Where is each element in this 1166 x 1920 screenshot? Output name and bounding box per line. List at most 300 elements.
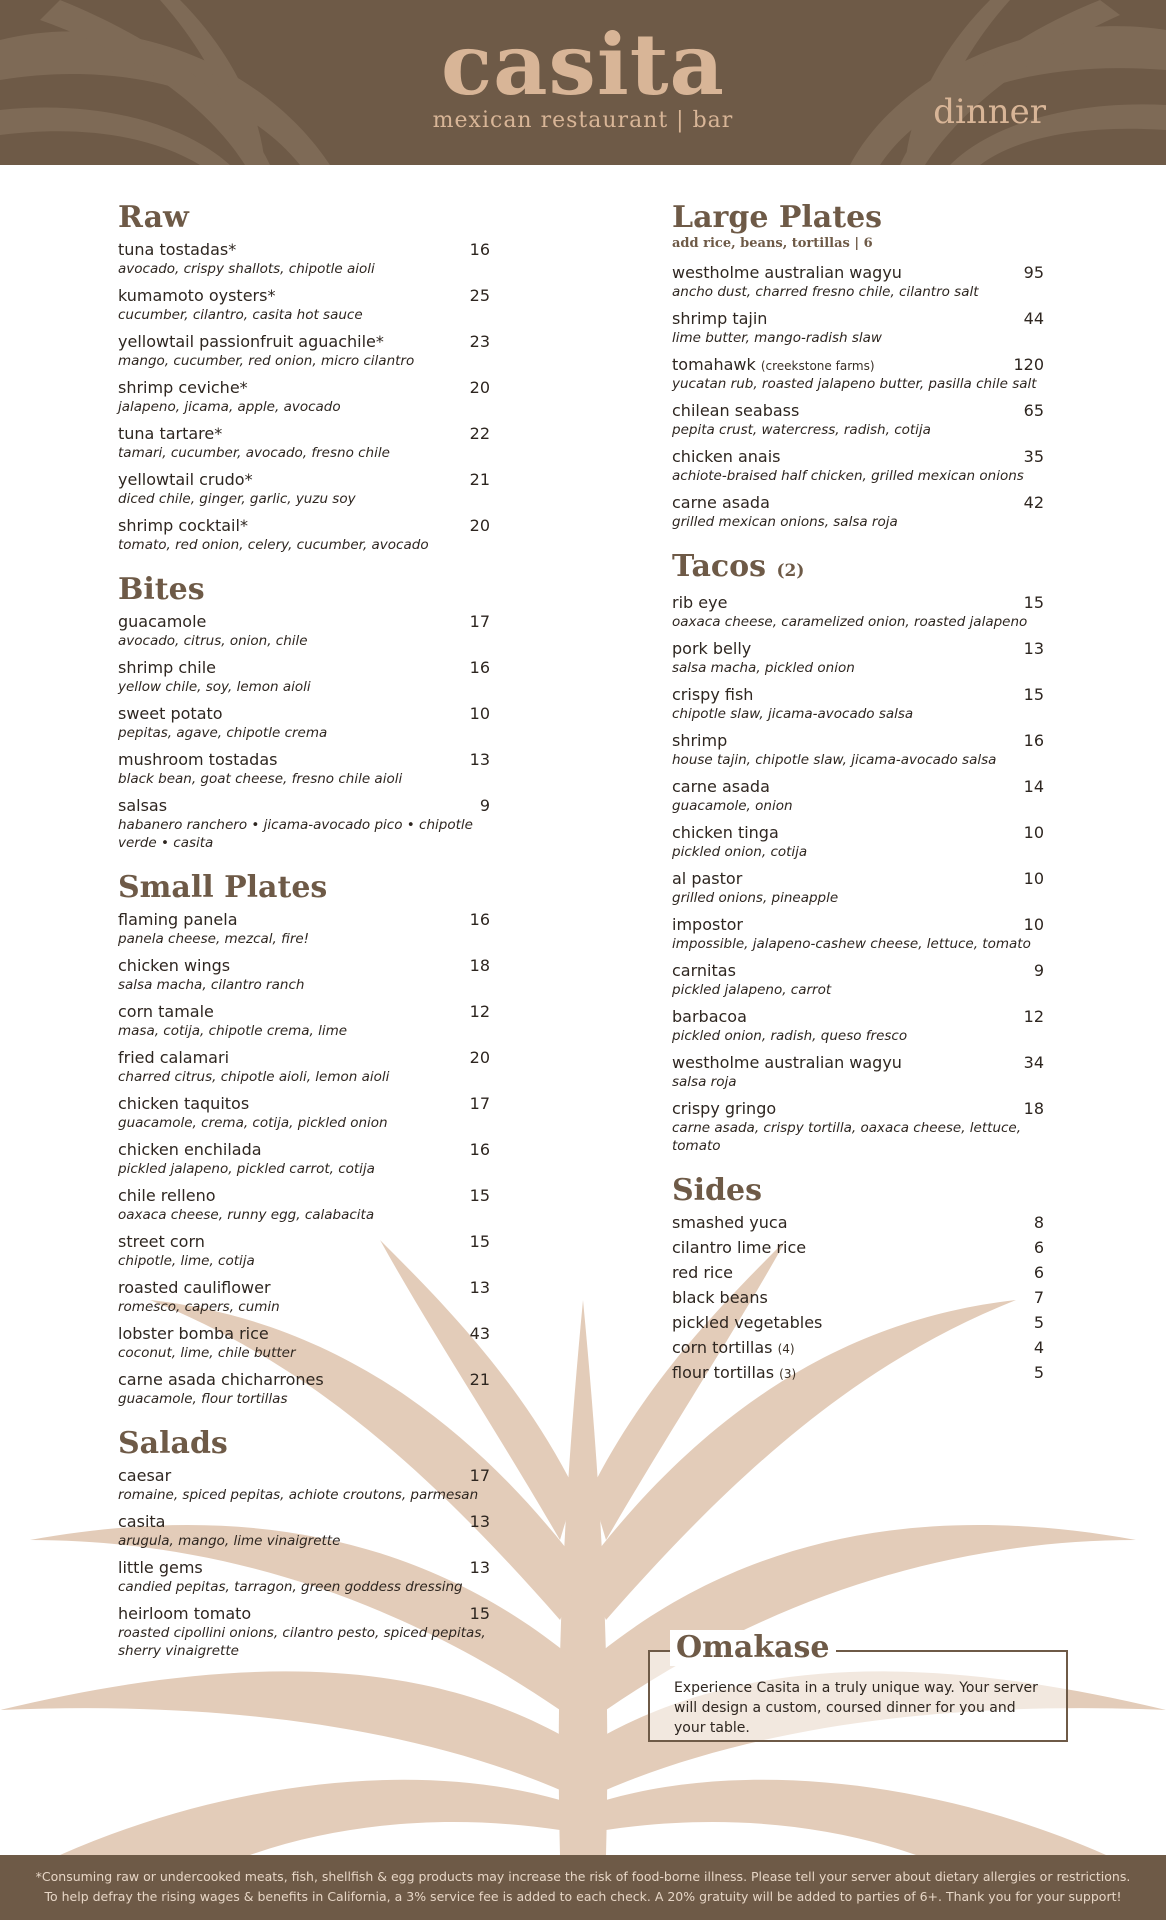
- section-sides: [672, 1173, 1044, 1383]
- menu-item-price: 15: [469, 1604, 490, 1623]
- menu-item-description: impossible, jalapeno-cashew cheese, lettuce, tomato: [672, 936, 1031, 952]
- menu-item-price: 18: [469, 956, 490, 975]
- menu-item-price: 35: [1023, 447, 1044, 466]
- menu-item-heading: [118, 750, 277, 770]
- menu-item: [672, 309, 1044, 347]
- menu-item-price: 13: [469, 1512, 490, 1531]
- menu-item-heading: [672, 915, 743, 935]
- menu-item: [118, 470, 490, 508]
- menu-item-heading: [118, 1604, 251, 1624]
- menu-item-name: black beans: [672, 1288, 768, 1307]
- menu-item-name: barbacoa: [672, 1007, 747, 1026]
- menu-item-name: red rice: [672, 1263, 733, 1282]
- menu-item-heading: [672, 685, 753, 705]
- menu-item-price: 18: [1023, 1099, 1044, 1118]
- menu-item-row: [118, 1140, 490, 1160]
- menu-item-name: crispy fish: [672, 685, 754, 704]
- menu-item-heading: [118, 658, 216, 678]
- menu-item-heading: [118, 424, 222, 444]
- menu-item: [118, 1278, 490, 1316]
- section-raw: [118, 200, 490, 554]
- menu-item: [672, 1313, 1044, 1333]
- menu-item-name: guacamole: [118, 612, 207, 631]
- menu-item-description: pickled jalapeno, carrot: [672, 982, 832, 998]
- menu-item: [672, 493, 1044, 531]
- menu-item-price: 13: [1023, 639, 1044, 658]
- menu-item-row: [118, 956, 490, 976]
- menu-item-description: tomato, red onion, celery, cucumber, avocado: [118, 537, 429, 553]
- menu-item: [118, 1370, 490, 1408]
- menu-item-price: 10: [1023, 823, 1044, 842]
- menu-item-heading: [672, 823, 779, 843]
- brand-name: casita: [440, 15, 725, 114]
- menu-item-name: shrimp: [672, 731, 728, 750]
- menu-item: [118, 612, 490, 650]
- menu-item: [118, 704, 490, 742]
- menu-item-name: tomahawk: [672, 355, 756, 374]
- menu-item-price: 15: [1023, 593, 1044, 612]
- menu-item: [118, 1186, 490, 1224]
- menu-item-row: [118, 750, 490, 770]
- menu-item: [118, 1048, 490, 1086]
- menu-item-row: [672, 1263, 1044, 1283]
- menu-item-price: 15: [1023, 685, 1044, 704]
- menu-item-name: salsas: [118, 796, 168, 815]
- menu-item-name: street corn: [118, 1232, 205, 1251]
- section-title-count: (2): [776, 561, 805, 581]
- menu-item-row: [118, 910, 490, 930]
- menu-item-row: [672, 401, 1044, 421]
- menu-item-description: pickled onion, cotija: [672, 844, 808, 860]
- menu-item-heading: [118, 704, 223, 724]
- menu-item-heading: [118, 796, 167, 816]
- section-title: Sides: [672, 1173, 763, 1208]
- menu-item: [672, 777, 1044, 815]
- menu-item-row: [118, 286, 490, 306]
- menu-item-description: jalapeno, jicama, apple, avocado: [118, 399, 341, 415]
- menu-item-name: flour tortillas: [672, 1363, 775, 1382]
- menu-item-name: kumamoto oysters*: [118, 286, 276, 305]
- menu-item-row: [672, 1238, 1044, 1258]
- menu-item-price: 120: [1013, 355, 1044, 374]
- menu-item-heading: [672, 777, 770, 797]
- menu-item-row: [672, 493, 1044, 513]
- menu-item-price: 17: [469, 612, 490, 631]
- menu-item-heading: [672, 493, 770, 513]
- section-small-plates: [118, 870, 490, 1408]
- menu-item: [672, 355, 1044, 393]
- menu-item-heading: [672, 1053, 902, 1073]
- menu-item-price: 16: [469, 910, 490, 929]
- meal-label: dinner: [933, 92, 1046, 132]
- menu-item-price: 9: [1033, 961, 1044, 980]
- menu-item-description: salsa macha, cilantro ranch: [118, 977, 305, 993]
- menu-item-heading: [118, 1232, 205, 1252]
- menu-item-row: [672, 355, 1044, 375]
- menu-item: [118, 240, 490, 278]
- menu-item-heading: [118, 1140, 262, 1160]
- menu-item: [118, 1324, 490, 1362]
- menu-item-heading: [118, 1278, 271, 1298]
- menu-item-price: 10: [469, 704, 490, 723]
- menu-item-name: fried calamari: [118, 1048, 230, 1067]
- menu-item-description: avocado, citrus, onion, chile: [118, 633, 308, 649]
- menu-item-description: guacamole, flour tortillas: [118, 1391, 288, 1407]
- menu-item-description: pickled jalapeno, pickled carrot, cotija: [118, 1161, 375, 1177]
- menu-item-price: 10: [1023, 915, 1044, 934]
- menu-item: [672, 1238, 1044, 1258]
- menu-item-description: oaxaca cheese, runny egg, calabacita: [118, 1207, 375, 1223]
- menu-item-description: coconut, lime, chile butter: [118, 1345, 296, 1361]
- menu-item: [118, 332, 490, 370]
- menu-item-heading: [672, 309, 767, 329]
- menu-item-name: casita: [118, 1512, 166, 1531]
- menu-item-description: grilled mexican onions, salsa roja: [672, 514, 898, 530]
- menu-item-heading: [118, 286, 275, 306]
- menu-item-name: rib eye: [672, 593, 728, 612]
- menu-item-name: chicken wings: [118, 956, 231, 975]
- menu-item-description: yellow chile, soy, lemon aioli: [118, 679, 311, 695]
- menu-item-row: [672, 593, 1044, 613]
- menu-item-list: [118, 910, 490, 1408]
- menu-item-description: guacamole, onion: [672, 798, 793, 814]
- menu-item-name: flaming panela: [118, 910, 238, 929]
- menu-item-name: impostor: [672, 915, 743, 934]
- menu-item-name: chile relleno: [118, 1186, 216, 1205]
- menu-item-price: 5: [1033, 1363, 1044, 1382]
- menu-item-row: [118, 1324, 490, 1344]
- menu-item-name: chicken enchilada: [118, 1140, 262, 1159]
- menu-item-heading: [118, 1186, 216, 1206]
- menu-item-price: 44: [1023, 309, 1044, 328]
- menu-item-name: carne asada chicharrones: [118, 1370, 324, 1389]
- menu-item-row: [672, 869, 1044, 889]
- menu-item-name: carne asada: [672, 777, 770, 796]
- menu-item-heading: [672, 639, 751, 659]
- menu-item-heading: [118, 1094, 249, 1114]
- menu-item-price: 6: [1033, 1238, 1044, 1257]
- menu-item-row: [672, 1007, 1044, 1027]
- menu-item-price: 22: [469, 424, 490, 443]
- menu-item-list: [672, 1213, 1044, 1383]
- menu-item-heading: [672, 263, 902, 283]
- menu-item-name: westholme australian wagyu: [672, 263, 902, 282]
- menu-item-name: yellowtail passionfruit aguachile*: [118, 332, 384, 351]
- section-title: [672, 549, 1044, 589]
- section-title: Bites: [118, 572, 205, 607]
- menu-item-name: chicken anais: [672, 447, 781, 466]
- menu-item-description: chipotle, lime, cotija: [118, 1253, 255, 1269]
- menu-item-heading: [672, 1238, 806, 1258]
- menu-footer: [0, 1855, 1166, 1920]
- menu-item-price: 16: [469, 1140, 490, 1159]
- menu-item-heading: [672, 1099, 776, 1119]
- menu-item: [672, 869, 1044, 907]
- menu-item-note: (4): [777, 1342, 795, 1356]
- menu-item-heading: [118, 240, 236, 260]
- menu-item-heading: [672, 1338, 795, 1358]
- menu-item-row: [672, 1363, 1044, 1383]
- menu-item-row: [118, 1466, 490, 1486]
- section-subtitle: add rice, beans, tortillas | 6: [672, 236, 873, 251]
- menu-item-price: 15: [469, 1232, 490, 1251]
- omakase-title: Omakase: [670, 1630, 836, 1666]
- menu-item: [118, 1604, 490, 1660]
- menu-item-price: 14: [1023, 777, 1044, 796]
- menu-item-heading: [118, 1512, 165, 1532]
- menu-item-description: avocado, crispy shallots, chipotle aioli: [118, 261, 375, 277]
- menu-item: [118, 1466, 490, 1504]
- menu-item-row: [672, 915, 1044, 935]
- menu-item-description: salsa roja: [672, 1074, 737, 1090]
- menu-item-list: [118, 240, 490, 554]
- menu-item: [118, 516, 490, 554]
- menu-item-price: 25: [469, 286, 490, 305]
- menu-item-heading: [672, 1263, 733, 1283]
- menu-item-name: westholme australian wagyu: [672, 1053, 902, 1072]
- menu-item: [118, 378, 490, 416]
- menu-item: [672, 1363, 1044, 1383]
- menu-item-description: charred citrus, chipotle aioli, lemon aioli: [118, 1069, 390, 1085]
- menu-item-description: lime butter, mango-radish slaw: [672, 330, 882, 346]
- omakase-box: [648, 1630, 1068, 1742]
- menu-item-row: [118, 332, 490, 352]
- menu-item-row: [672, 685, 1044, 705]
- menu-item: [118, 1512, 490, 1550]
- menu-item-price: 5: [1033, 1313, 1044, 1332]
- menu-item-row: [118, 424, 490, 444]
- footer-service-fee: To help defray the rising wages & benefits in California, a 3% service fee is added to each check. A 20% gratuity will be added to parties of 6+. Thank you for your support!: [44, 1889, 1122, 1904]
- menu-item-name: carnitas: [672, 961, 736, 980]
- menu-item-heading: [672, 1288, 768, 1308]
- menu-item-row: [118, 1278, 490, 1298]
- menu-item-price: 16: [469, 658, 490, 677]
- menu-item-price: 17: [469, 1094, 490, 1113]
- menu-item-description: house tajin, chipotle slaw, jicama-avocado salsa: [672, 752, 997, 768]
- menu-item-heading: [118, 956, 230, 976]
- menu-item-heading: [672, 355, 875, 375]
- menu-item-description: arugula, mango, lime vinaigrette: [118, 1533, 341, 1549]
- menu-item-heading: [672, 1213, 788, 1233]
- menu-item-price: 15: [469, 1186, 490, 1205]
- menu-item-list: [672, 263, 1044, 531]
- menu-item-price: 65: [1023, 401, 1044, 420]
- menu-item: [118, 910, 490, 948]
- menu-item-name: shrimp chile: [118, 658, 216, 677]
- menu-item-name: crispy gringo: [672, 1099, 777, 1118]
- menu-item-row: [672, 1338, 1044, 1358]
- menu-item: [672, 1053, 1044, 1091]
- menu-item-row: [118, 796, 490, 816]
- menu-item: [672, 961, 1044, 999]
- menu-item: [672, 1338, 1044, 1358]
- menu-item-heading: [672, 869, 742, 889]
- menu-item-heading: [672, 447, 780, 467]
- menu-item-description: carne asada, crispy tortilla, oaxaca cheese, lettuce, tomato: [672, 1120, 1022, 1154]
- menu-item: [672, 1288, 1044, 1308]
- menu-item-description: habanero ranchero • jicama-avocado pico • chipotle verde • casita: [118, 817, 473, 851]
- menu-item-heading: [672, 401, 799, 421]
- menu-item-description: tamari, cucumber, avocado, fresno chile: [118, 445, 390, 461]
- menu-item-name: little gems: [118, 1558, 203, 1577]
- menu-item: [672, 1099, 1044, 1155]
- menu-item-name: heirloom tomato: [118, 1604, 252, 1623]
- menu-item-row: [672, 639, 1044, 659]
- menu-item-name: smashed yuca: [672, 1213, 788, 1232]
- menu-item-row: [118, 1048, 490, 1068]
- menu-item-name: pickled vegetables: [672, 1313, 823, 1332]
- menu-item: [118, 956, 490, 994]
- section-tacos: [672, 549, 1044, 1155]
- menu-item-note: (creekstone farms): [760, 359, 875, 373]
- menu-item-name: cilantro lime rice: [672, 1238, 807, 1257]
- menu-item: [118, 1232, 490, 1270]
- menu-item-list: [672, 593, 1044, 1155]
- menu-item-name: sweet potato: [118, 704, 223, 723]
- menu-item-row: [672, 309, 1044, 329]
- menu-item-price: 8: [1033, 1213, 1044, 1232]
- section-salads: [118, 1426, 490, 1660]
- menu-item-name: shrimp cocktail*: [118, 516, 248, 535]
- menu-item-heading: [672, 593, 727, 613]
- menu-item-name: chilean seabass: [672, 401, 800, 420]
- menu-item: [672, 823, 1044, 861]
- menu-item-description: black bean, goat cheese, fresno chile aioli: [118, 771, 403, 787]
- menu-item-list: [118, 612, 490, 852]
- menu-item-row: [672, 263, 1044, 283]
- menu-item-name: chicken taquitos: [118, 1094, 250, 1113]
- menu-item-row: [672, 1213, 1044, 1233]
- menu-item-price: 10: [1023, 869, 1044, 888]
- menu-item-row: [118, 1232, 490, 1252]
- menu-item-description: roasted cipollini onions, cilantro pesto, spiced pepitas, sherry vinaigrette: [118, 1625, 486, 1659]
- menu-item-price: 43: [469, 1324, 490, 1343]
- menu-item-price: 4: [1033, 1338, 1044, 1357]
- menu-item-price: 95: [1023, 263, 1044, 282]
- menu-item-list: [118, 1466, 490, 1660]
- menu-item-description: achiote-braised half chicken, grilled mexican onions: [672, 468, 1024, 484]
- menu-item-price: 20: [469, 516, 490, 535]
- menu-item-heading: [118, 516, 248, 536]
- menu-item-name: al pastor: [672, 869, 743, 888]
- menu-item-name: shrimp ceviche*: [118, 378, 248, 397]
- menu-item: [672, 401, 1044, 439]
- menu-item-heading: [118, 612, 206, 632]
- menu-item-description: mango, cucumber, red onion, micro cilantro: [118, 353, 415, 369]
- menu-item: [118, 286, 490, 324]
- menu-item: [672, 1263, 1044, 1283]
- menu-item-row: [118, 1370, 490, 1390]
- menu-left-column: [118, 200, 490, 1678]
- menu-item-row: [118, 612, 490, 632]
- menu-item-row: [672, 447, 1044, 467]
- menu-item-row: [118, 1002, 490, 1022]
- menu-item: [672, 447, 1044, 485]
- menu-item-row: [672, 1099, 1044, 1119]
- menu-item-name: caesar: [118, 1466, 172, 1485]
- menu-item-name: chicken tinga: [672, 823, 779, 842]
- section-title: Raw: [118, 200, 189, 235]
- section-title: Small Plates: [118, 870, 328, 905]
- menu-item-price: 17: [469, 1466, 490, 1485]
- menu-item-heading: [672, 1363, 796, 1383]
- menu-item: [118, 750, 490, 788]
- menu-item-heading: [118, 910, 238, 930]
- menu-item-price: 42: [1023, 493, 1044, 512]
- menu-item-row: [672, 777, 1044, 797]
- menu-item-price: 20: [469, 1048, 490, 1067]
- section-title: Salads: [118, 1426, 228, 1461]
- menu-item-heading: [118, 1558, 203, 1578]
- menu-item-row: [118, 1512, 490, 1532]
- menu-item-price: 6: [1033, 1263, 1044, 1282]
- section-bites: [118, 572, 490, 852]
- menu-item: [118, 424, 490, 462]
- section-title: Large Plates: [672, 200, 883, 235]
- menu-item-row: [672, 1053, 1044, 1073]
- menu-item: [118, 1558, 490, 1596]
- menu-item-price: 7: [1033, 1288, 1044, 1307]
- menu-item-heading: [672, 1007, 747, 1027]
- menu-item-price: 13: [469, 750, 490, 769]
- menu-item: [118, 1002, 490, 1040]
- menu-item-row: [118, 378, 490, 398]
- menu-item-name: tuna tostadas*: [118, 240, 237, 259]
- menu-item-price: 21: [469, 470, 490, 489]
- menu-item-heading: [118, 470, 253, 490]
- menu-item-row: [118, 704, 490, 724]
- menu-item-row: [672, 1313, 1044, 1333]
- menu-item: [118, 1094, 490, 1132]
- menu-item-price: 12: [469, 1002, 490, 1021]
- menu-item-heading: [672, 961, 736, 981]
- menu-item-price: 12: [1023, 1007, 1044, 1026]
- menu-item-description: candied pepitas, tarragon, green goddess dressing: [118, 1579, 463, 1595]
- menu-item: [672, 731, 1044, 769]
- menu-item-price: 16: [469, 240, 490, 259]
- menu-item-price: 20: [469, 378, 490, 397]
- menu-item-description: romesco, capers, cumin: [118, 1299, 280, 1315]
- menu-item-name: shrimp tajin: [672, 309, 768, 328]
- menu-item-heading: [118, 1466, 171, 1486]
- menu-item-description: pepita crust, watercress, radish, cotija: [672, 422, 931, 438]
- menu-item-row: [672, 1288, 1044, 1308]
- menu-item-description: grilled onions, pineapple: [672, 890, 839, 906]
- menu-item-name: roasted cauliflower: [118, 1278, 271, 1297]
- menu-item: [672, 263, 1044, 301]
- menu-item: [672, 1007, 1044, 1045]
- menu-item-price: 9: [479, 796, 490, 815]
- menu-item: [672, 685, 1044, 723]
- menu-item: [672, 915, 1044, 953]
- footer-disclaimer: *Consuming raw or undercooked meats, fish, shellfish & egg products may increase the risk of food-borne illness. Please tell your server about dietary allergies or restrictions.: [35, 1869, 1131, 1884]
- menu-item-heading: [118, 1324, 269, 1344]
- menu-item: [118, 1140, 490, 1178]
- menu-item: [118, 658, 490, 696]
- menu-item-price: 13: [469, 1278, 490, 1297]
- brand-tagline: mexican restaurant | bar: [432, 108, 734, 133]
- omakase-description: Experience Casita in a truly unique way. Your server will design a custom, coursed dinner for you and your table.: [674, 1680, 1038, 1736]
- menu-item: [672, 593, 1044, 631]
- menu-item-heading: [118, 332, 384, 352]
- menu-item-row: [118, 1094, 490, 1114]
- menu-item-description: diced chile, ginger, garlic, yuzu soy: [118, 491, 356, 507]
- menu-item-heading: [118, 378, 248, 398]
- menu-item-name: carne asada: [672, 493, 770, 512]
- menu-item-price: 13: [469, 1558, 490, 1577]
- menu-item-name: pork belly: [672, 639, 752, 658]
- menu-item-name: lobster bomba rice: [118, 1324, 269, 1343]
